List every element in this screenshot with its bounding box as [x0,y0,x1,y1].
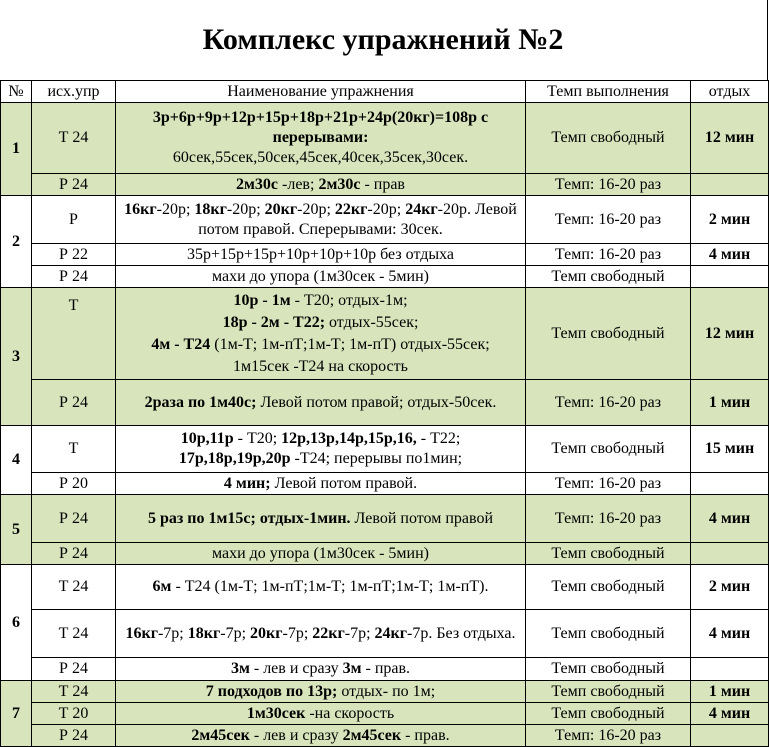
tempo-cell: Темп: 16-20 раз [526,380,691,426]
exercise-text: - лев и сразу [249,726,343,744]
exercise-bold: 10р - 1м [233,291,291,309]
table-row [1,288,769,380]
exercise-cell: махи до упора (1м30сек - 5мин) [116,266,526,288]
tempo-cell: Темп: 16-20 раз [526,196,691,244]
exercise-bold: 6м [152,578,172,595]
exercise-bold: 20кг [264,200,298,218]
exercise-text: -7р; [282,624,313,642]
exercise-bold: 7 подходов по 13р; [205,682,338,700]
tempo-cell: Темп свободный [526,681,691,703]
exercise-text: 1м15сек -Т24 на скорость [233,357,408,375]
exercise-text: 60сек,55сек,50сек,45сек,40сек,35сек,30сек. [172,149,469,166]
header-start: исх.упр [32,81,116,103]
rest-cell: 4 мин [691,244,769,266]
table-row [1,426,769,473]
exercise-bold: 22кг [334,200,368,218]
rest-cell [691,543,769,565]
exercise-text: - Т22; [416,430,461,447]
table-row [1,174,769,196]
exercise-text: - Т20; отдых-1м; [290,291,408,309]
exercise-text: -7р; [220,624,251,642]
table-row [1,266,769,288]
exercise-bold: 2раза по 1м40с; [144,393,257,411]
group-number: 7 [1,681,32,747]
exercise-cell: махи до упора (1м30сек - 5мин) [116,543,526,565]
exercise-bold: 22кг [312,624,345,642]
exercise-bold: 16кг [125,624,158,642]
exercise-bold: 4м - Т24 [151,335,211,353]
exercise-bold: 18кг [194,200,227,218]
tempo-cell: Темп свободный [526,266,691,288]
exercise-bold: 16кг [124,200,157,218]
start-cell: Р [32,196,116,244]
page-title: Комплекс упражнений №2 [202,23,564,56]
rest-cell [691,658,769,681]
group-number: 6 [1,565,32,681]
header-row [1,81,769,103]
exercise-table [0,80,769,747]
rest-cell: 2 мин [691,565,769,610]
exercise-cell [116,565,526,610]
exercise-text: - Т24 (1м-Т; 1м-пТ;1м-Т; 1м-пТ;1м-Т; 1м-пТ). [171,578,489,595]
rest-cell [691,473,769,495]
exercise-cell [116,658,526,681]
column-border [767,0,768,80]
exercise-text: -лев; [278,175,319,193]
exercise-cell [116,288,526,380]
table-row [1,610,769,658]
start-cell: Т 20 [32,703,116,725]
tempo-cell: Темп свободный [526,703,691,725]
tempo-cell: Темп свободный [526,610,691,658]
start-cell: Р 24 [32,658,116,681]
exercise-text: - прав [360,175,405,193]
exercise-bold: 10р,11р [180,430,234,447]
table-row [1,244,769,266]
start-cell: Т [32,426,116,473]
exercise-text: -на скорость [305,704,395,722]
exercise-cell [116,174,526,196]
tempo-cell: Темп свободный [526,543,691,565]
tempo-cell: Темп свободный [526,565,691,610]
rest-cell: 4 мин [691,495,769,543]
rest-cell [691,266,769,288]
exercise-text: - лев и сразу [249,660,343,677]
exercise-cell [116,473,526,495]
start-cell: Т 24 [32,681,116,703]
table-row [1,725,769,747]
exercise-text: - прав. [361,660,411,677]
header-rest: отдых [691,81,769,103]
exercise-text: -20р; [226,200,265,218]
exercise-bold: 1м30сек [246,704,306,722]
exercise-bold: 20кг [250,624,283,642]
header-name: Наименование упражнения [116,81,526,103]
table-row [1,380,769,426]
group-number: 2 [1,196,32,288]
start-cell: Р 20 [32,473,116,495]
rest-cell: 1 мин [691,681,769,703]
table-row [1,473,769,495]
exercise-bold: 3р+6р+9р+12р+15р+18р+21р+24р(20кг)=108р с перерывами: [152,109,489,146]
table-row [1,565,769,610]
exercise-cell [116,703,526,725]
exercise-bold: 18р - 2м - Т22; [222,313,326,331]
header-num: № [1,81,32,103]
start-cell: Т 24 [32,565,116,610]
start-cell: Р 24 [32,174,116,196]
exercise-bold: 2м45сек [342,726,402,744]
exercise-cell [116,103,526,174]
exercise-bold: 24кг [374,624,408,642]
table-row [1,681,769,703]
exercise-bold: 4 мин; [223,474,271,492]
exercise-text: - прав. [401,726,450,744]
group-number: 1 [1,103,32,196]
group-number: 3 [1,288,32,426]
exercise-bold: 3м [230,660,250,677]
table-row [1,196,769,244]
tempo-cell: Темп свободный [526,288,691,380]
tempo-cell: Темп: 16-20 раз [526,495,691,543]
exercise-text: отдых-55сек; [325,313,419,331]
rest-cell [691,174,769,196]
exercise-cell [116,380,526,426]
exercise-bold: 12р,13р,14р,15р,16, [281,430,417,447]
start-cell: Р 22 [32,244,116,266]
exercise-text: отдых- по 1м; [337,682,436,700]
exercise-bold: 24кг [405,200,438,218]
exercise-bold: 18кг [187,624,221,642]
exercise-bold: 3м [342,660,362,677]
exercise-bold: 5 раз по 1м15с; отдых-1мин. [147,509,351,527]
table-row [1,103,769,174]
table-row [1,543,769,565]
start-cell: Т 24 [32,610,116,658]
tempo-cell: Темп: 16-20 раз [526,244,691,266]
tempo-cell: Темп свободный [526,426,691,473]
tempo-cell: Темп свободный [526,103,691,174]
exercise-cell [116,495,526,543]
exercise-bold: 17р,18р,19р,20р [178,450,291,467]
exercise-bold: 2м45сек [191,726,250,744]
start-cell: Р 24 [32,725,116,747]
tempo-cell: Темп: 16-20 раз [526,473,691,495]
start-cell: Р 24 [32,380,116,426]
rest-cell: 1 мин [691,380,769,426]
rest-cell: 12 мин [691,103,769,174]
exercise-bold: 2м30с [236,175,279,193]
exercise-text: Левой потом правой [350,509,494,527]
rest-cell: 4 мин [691,610,769,658]
rest-cell: 4 мин [691,703,769,725]
exercise-cell [116,725,526,747]
exercise-cell: 35р+15р+15р+10р+10р+10р без отдыха [116,244,526,266]
exercise-text: -7р. Без отдыха. [407,624,516,642]
exercise-text: Левой потом правой; отдых-50сек. [256,393,497,411]
rest-cell [691,725,769,747]
exercise-text: -20р. Левой потом правой. Сперерывами: 30сек. [198,200,517,238]
rest-cell: 15 мин [691,426,769,473]
start-cell: Р 24 [32,266,116,288]
exercise-text: -20р; [156,200,195,218]
group-number: 5 [1,495,32,565]
exercise-cell [116,426,526,473]
start-cell: Р 24 [32,543,116,565]
start-cell: Т [32,288,116,380]
table-row [1,658,769,681]
exercise-text: Левой потом правой. [270,474,418,492]
exercise-text: (1м-Т; 1м-пТ;1м-Т; 1м-пТ) отдых-55сек; [210,335,490,353]
tempo-cell: Темп: 16-20 раз [526,174,691,196]
exercise-text: -Т24; перерывы по1мин; [290,450,463,467]
exercise-text: -20р; [367,200,406,218]
group-number: 4 [1,426,32,495]
rest-cell: 2 мин [691,196,769,244]
exercise-text: -20р; [297,200,335,218]
table-row [1,495,769,543]
table-row [1,703,769,725]
exercise-text: -7р; [344,624,375,642]
start-cell: Р 24 [32,495,116,543]
start-cell: Т 24 [32,103,116,174]
exercise-text: - Т20; [233,430,282,447]
exercise-cell [116,196,526,244]
tempo-cell: Темп свободный [526,658,691,681]
header-tempo: Темп выполнения [526,81,691,103]
exercise-text: -7р; [157,624,188,642]
rest-cell: 12 мин [691,288,769,380]
exercise-bold: 2м30с [318,175,361,193]
exercise-cell [116,681,526,703]
exercise-cell [116,610,526,658]
tempo-cell: Темп: 16-20 раз [526,725,691,747]
